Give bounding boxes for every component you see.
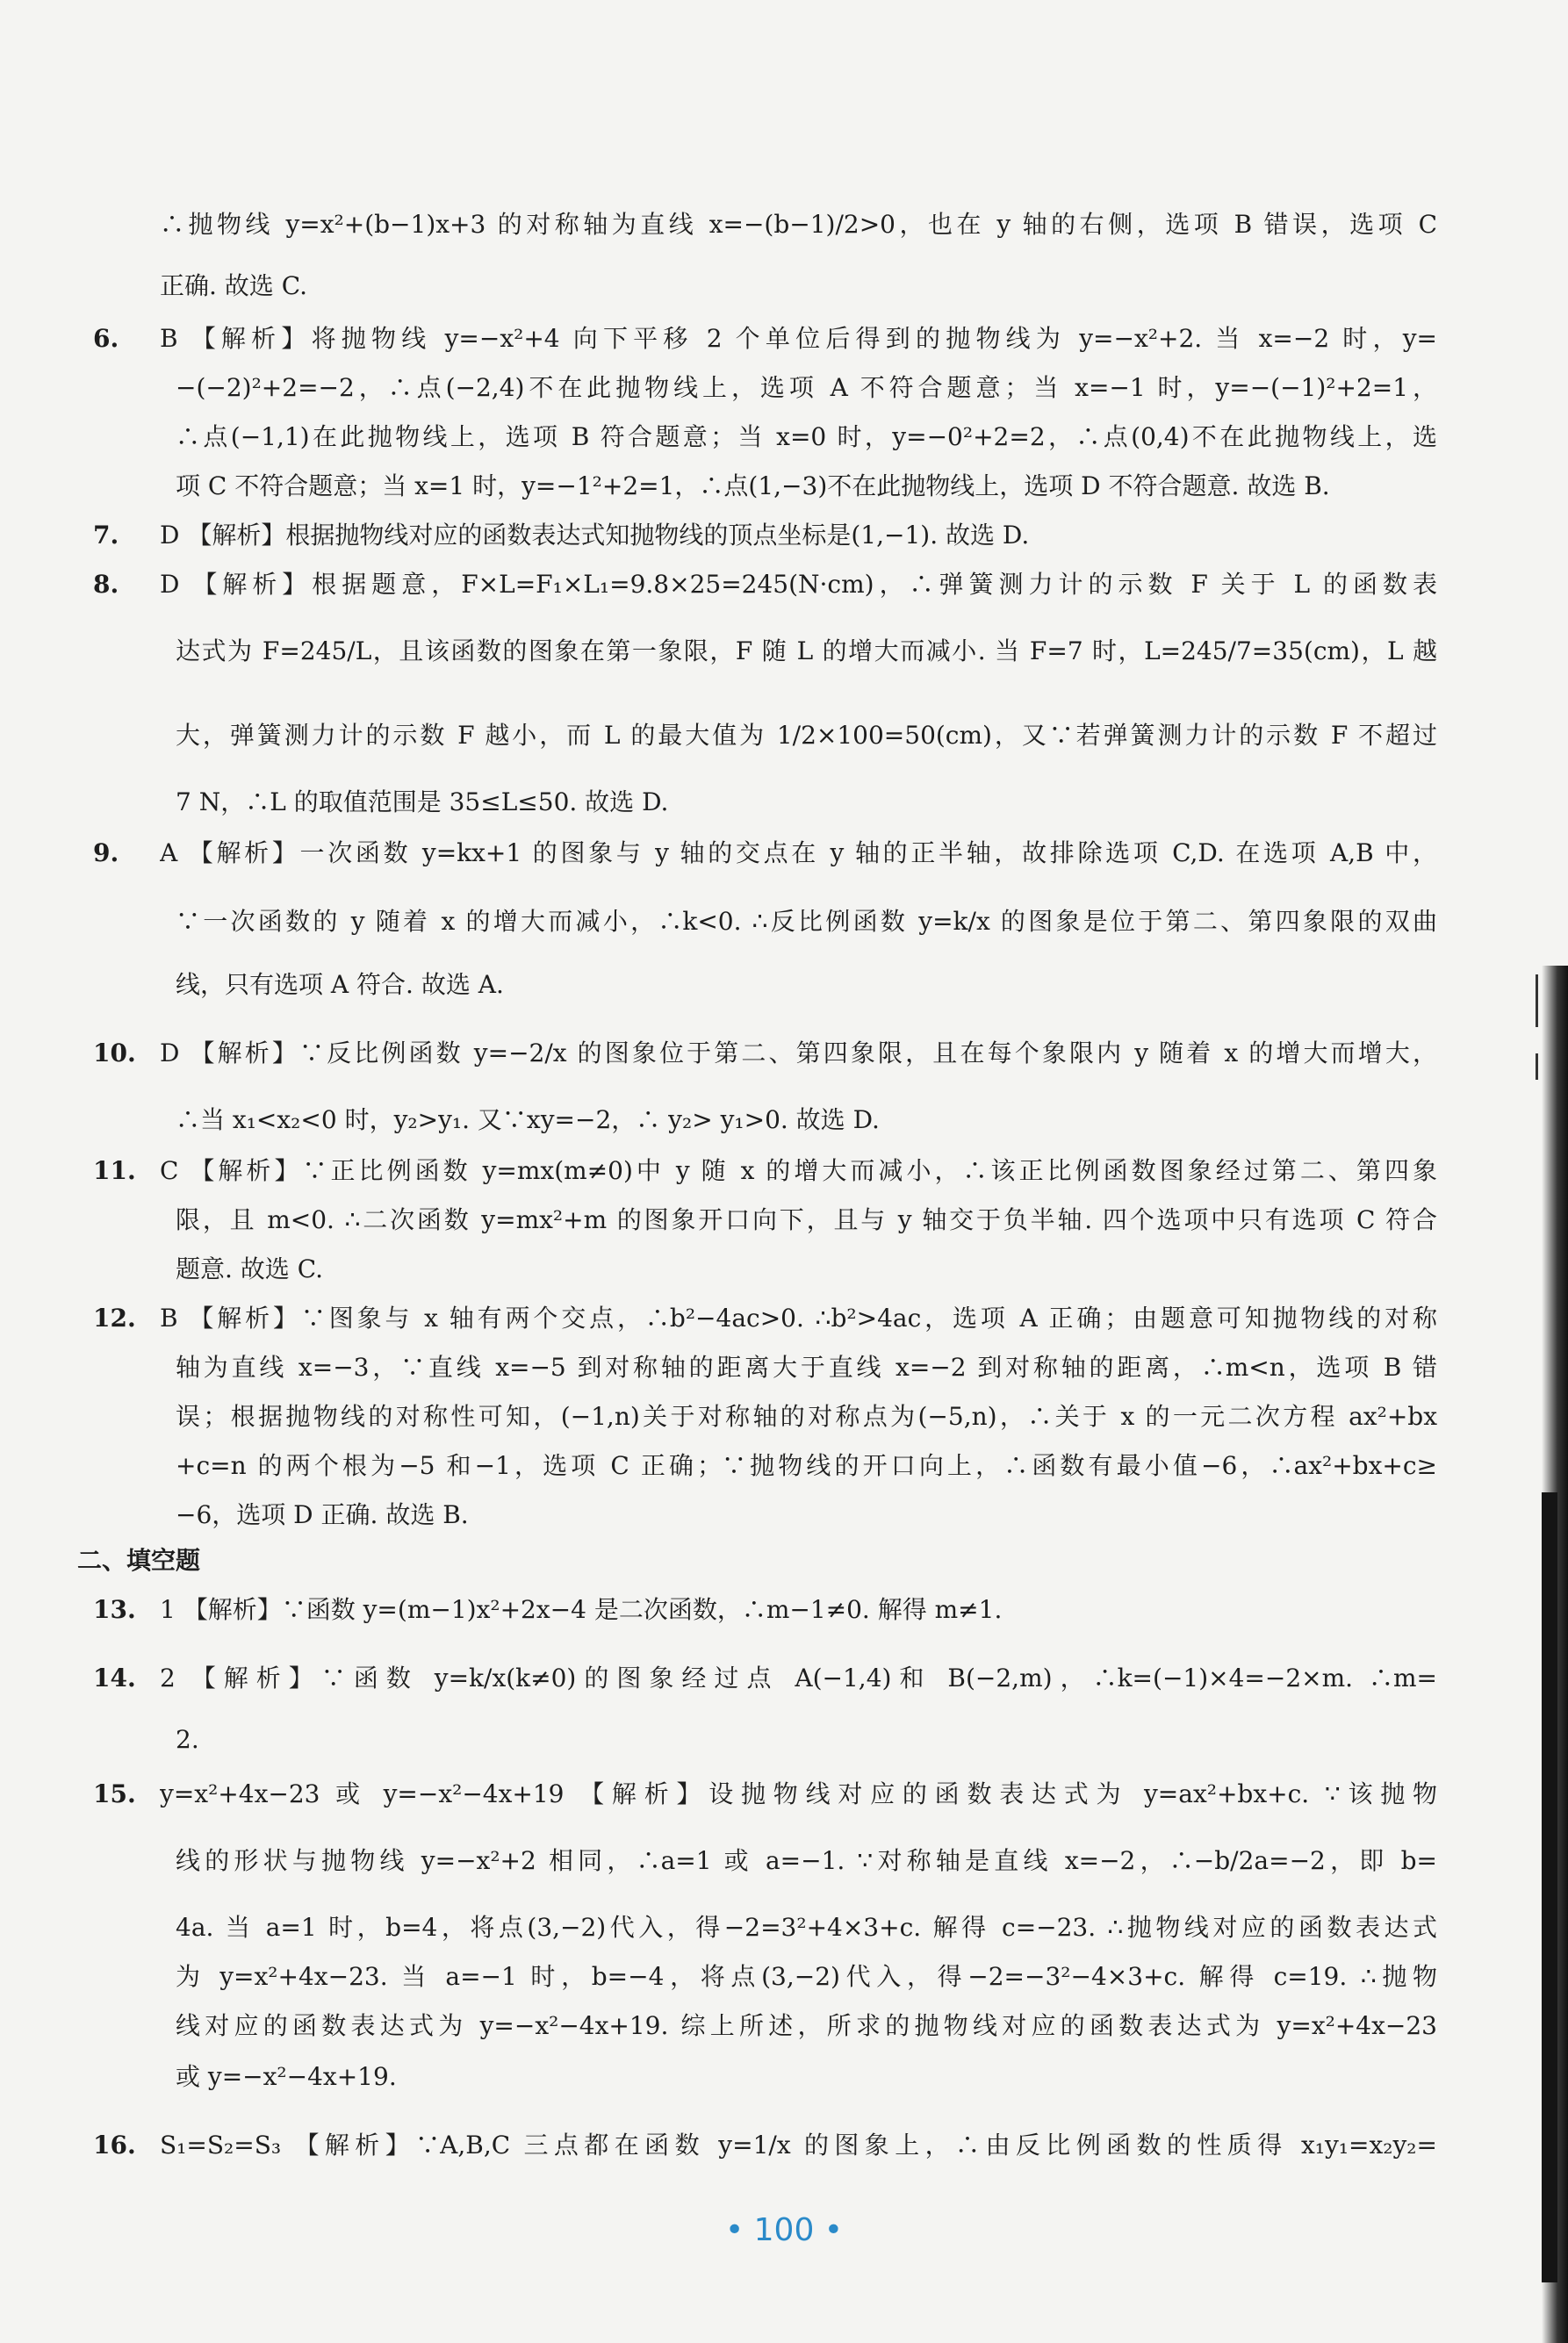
question-number: 6. [93,324,119,353]
text-line: 7 N，∴L 的取值范围是 35≤L≤50. 故选 D. [176,787,669,816]
question-number: 14. [93,1664,136,1693]
text-line: D 【解析】根据抛物线对应的函数表达式知抛物线的顶点坐标是(1,−1). 故选 D. [160,521,1030,550]
question-number: 11. [93,1156,136,1185]
scan-mark [1536,974,1538,1027]
text-line: ∵一次函数的 y 随着 x 的增大而减小，∴k<0. ∴反比例函数 y=k/x 的图象是位于第二、第四象限的双曲 [176,907,1437,936]
text-line: ∴点(−1,1)在此抛物线上，选项 B 符合题意；当 x=0 时，y=−0²+2=2，∴点(0,4)不在此抛物线上，选 [176,422,1437,451]
text-line: B 【解析】∵图象与 x 轴有两个交点，∴b²−4ac>0. ∴b²>4ac，选项 A 正确；由题意可知抛物线的对称 [160,1304,1437,1333]
text-line: −6，选项 D 正确. 故选 B. [176,1500,469,1529]
question-number: 13. [93,1595,136,1624]
question-number: 12. [93,1304,136,1333]
text-line: 限，且 m<0. ∴二次函数 y=mx²+m 的图象开口向下，且与 y 轴交于负半轴. 四个选项中只有选项 C 符合 [176,1205,1437,1234]
text-line: S₁=S₂=S₃ 【解析】∵A,B,C 三点都在函数 y=1/x 的图象上，∴由反比例函数的性质得 x₁y₁=x₂y₂= [160,2131,1437,2160]
text-line: 线，只有选项 A 符合. 故选 A. [176,970,504,999]
text-line: ∴抛物线 y=x²+(b−1)x+3 的对称轴为直线 x=−(b−1)/2>0，也在 y 轴的右侧，选项 B 错误，选项 C [160,210,1437,239]
text-line: y=x²+4x−23 或 y=−x²−4x+19 【解析】设抛物线对应的函数表达式为 y=ax²+bx+c. ∵该抛物 [160,1779,1437,1808]
text-line: −(−2)²+2=−2，∴点(−2,4)不在此抛物线上，选项 A 不符合题意；当 x=−1 时，y=−(−1)²+2=1， [176,373,1437,402]
text-line: D 【解析】∵反比例函数 y=−2/x 的图象位于第二、第四象限，且在每个象限内 y 随着 x 的增大而增大， [160,1039,1437,1067]
question-number: 9. [93,838,119,867]
text-line: 项 C 不符合题意；当 x=1 时，y=−1²+2=1，∴点(1,−3)不在此抛物线上，选项 D 不符合题意. 故选 B. [176,471,1330,500]
text-line: 轴为直线 x=−3，∵直线 x=−5 到对称轴的距离大于直线 x=−2 到对称轴的距离，∴m<n，选项 B 错 [176,1353,1437,1382]
section-title: 二、填空题 [77,1546,201,1575]
text-line: 2 【解析】∵函数 y=k/x(k≠0)的图象经过点 A(−1,4)和 B(−2,m)，∴k=(−1)×4=−2×m. ∴m= [160,1664,1437,1693]
text-line: 4a. 当 a=1 时，b=4，将点(3,−2)代入，得−2=3²+4×3+c. 解得 c=−23. ∴抛物线对应的函数表达式 [176,1913,1437,1942]
page-number: • 100 • [724,2212,844,2248]
scan-mark [1536,1053,1538,1080]
text-line: 误；根据抛物线的对称性可知，(−1,n)关于对称轴的对称点为(−5,n)，∴关于 x 的一元二次方程 ax²+bx [176,1402,1437,1431]
text-line: ∴当 x₁<x₂<0 时，y₂>y₁. 又∵xy=−2，∴ y₂> y₁>0. 故选 D. [176,1105,880,1134]
text-line: 或 y=−x²−4x+19. [176,2062,397,2091]
question-number: 7. [93,521,119,550]
text-line: D 【解析】根据题意，F×L=F₁×L₁=9.8×25=245(N·cm)，∴弹簧测力计的示数 F 关于 L 的函数表 [160,570,1437,599]
text-line: C 【解析】∵正比例函数 y=mx(m≠0)中 y 随 x 的增大而减小，∴该正比例函数图象经过第二、第四象 [160,1156,1437,1185]
text-line: 1 【解析】∵函数 y=(m−1)x²+2x−4 是二次函数，∴m−1≠0. 解得 m≠1. [160,1595,1003,1624]
text-line: +c=n 的两个根为−5 和−1，选项 C 正确；∵抛物线的开口向上，∴函数有最小值−6，∴ax²+bx+c≥ [176,1451,1437,1480]
question-number: 10. [93,1039,136,1067]
text-line: 大，弹簧测力计的示数 F 越小，而 L 的最大值为 1/2×100=50(cm)，又∵若弹簧测力计的示数 F 不超过 [176,721,1437,750]
text-line: 达式为 F=245/L，且该函数的图象在第一象限，F 随 L 的增大而减小. 当 F=7 时，L=245/7=35(cm)，L 越 [176,636,1437,665]
question-number: 15. [93,1779,136,1808]
text-line: 线对应的函数表达式为 y=−x²−4x+19. 综上所述，所求的抛物线对应的函数表达式为 y=x²+4x−23 [176,2011,1437,2040]
text-line: 题意. 故选 C. [176,1254,324,1283]
scan-shadow-band [1542,1492,1557,2282]
text-line: 为 y=x²+4x−23. 当 a=−1 时，b=−4，将点(3,−2)代入，得−2=−3²−4×3+c. 解得 c=19. ∴抛物 [176,1962,1437,1991]
question-number: 16. [93,2131,136,2160]
text-line: 线的形状与抛物线 y=−x²+2 相同，∴a=1 或 a=−1. ∵对称轴是直线 x=−2，∴−b/2a=−2，即 b= [176,1846,1437,1875]
question-number: 8. [93,570,119,599]
text-line: 2. [176,1725,199,1754]
text-line: 正确. 故选 C. [160,271,308,300]
text-line: A 【解析】一次函数 y=kx+1 的图象与 y 轴的交点在 y 轴的正半轴，故排除选项 C,D. 在选项 A,B 中， [160,838,1437,867]
text-line: B 【解析】将抛物线 y=−x²+4 向下平移 2 个单位后得到的抛物线为 y=−x²+2. 当 x=−2 时，y= [160,324,1437,353]
